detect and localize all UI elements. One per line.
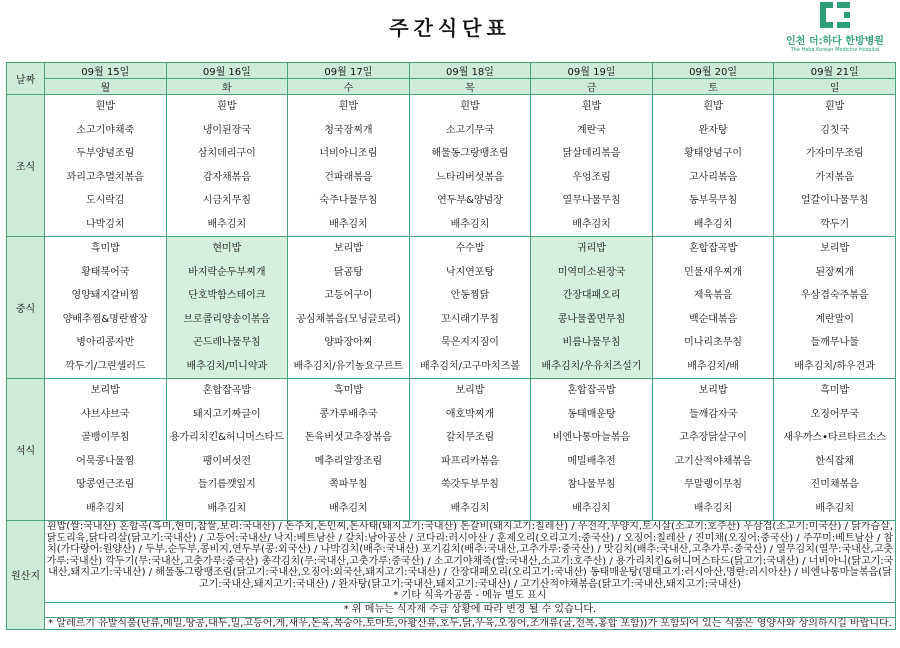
menu-item: 혼합잡곡밥: [202, 385, 251, 396]
meal-cell: [288, 379, 410, 521]
page-title: 주간식단표: [389, 16, 511, 40]
menu-item: 청국장찌개: [324, 124, 373, 136]
menu-item: 미역미소된장국: [557, 266, 626, 278]
menu-item: 보리밥: [90, 385, 120, 396]
menu-item: 보리밥: [455, 385, 485, 396]
menu-item: 수수밥: [455, 243, 485, 254]
menu-item: 고사리볶음: [688, 171, 738, 183]
menu-item: 브로콜리양송이볶음: [183, 313, 271, 325]
menu-item: 깍두기/그린샐러드: [64, 360, 146, 372]
menu-item: 메추리알장조림: [314, 455, 383, 467]
menu-item: 흰밥: [217, 101, 237, 112]
meal-cell: [166, 379, 288, 521]
menu-item: 들깨감자국: [688, 408, 738, 420]
menu-item: 고추장닭살구이: [679, 432, 747, 443]
day-date: 09월 19일: [531, 63, 653, 79]
allergy-row: [7, 617, 896, 629]
menu-item: 열무나물무침: [562, 195, 621, 206]
day-weekday: 목: [409, 79, 531, 95]
origin-text: 흰밥(쌀:국내산) 혼합곡(흑미,현미,찹쌀,보리:국내산) / 돈주치,돈민찌,돈사태(돼지고기:국내산) 돈갈비(돼지고기:칠레산) / 우전각,우양지,토시살(소고기:호주산) 우삼겹(소고기:미국산) / 닭가슴살,닭도리육,닭다리살(닭고기:국내산) / 고등어:국내산/ 낙지:베트남산 / 갈치:남아공산 / 코다리:러시아산 / 훈제오리(오리고기:중국산) / 오징어:칠레산 / 진미채(오징어:중국산) / 주꾸미:베트남산 / 참치(가다랑어:원양산) / 두부,순두부,콩비지,연두부(콩:외국산) / 나박김치(배추:국내산) 포기김치(배추:국내산,고추가루:중국산) / 맛김치(배추:국내산,고추가루:중국산) / 열무김치(열무:국내산,고춧가루:국내산) 깍두기(무:국내산,고춧가루:중국산) 총각김치(무:국내산,고춧가루:중국산) / 소고기야채죽(쌀:국내산,소고기:호주산) / 용가리치킨&허니머스타드(닭고기:국내산) / 너비아니(닭고기:국내산,돼지고기:국내산) / 해물동그랑땡조림(닭고기:국내산,오징어:외국산,돼지고기:국내산) / 간장대패오리(오리고기:국내산) 동태매운탕(명태고기:러시아산,명란:러시아산) / 비엔나통마늘볶음(닭고기:국내산,돼지고기:국내산) / 완자탕(닭고기:국내산,돼지고기:국내산) / 고기산적야채볶음(닭고기:국내산,돼지고기:국내산): [46, 521, 894, 590]
menu-item: 오징어무국: [810, 408, 859, 420]
menu-item: 시금치무침: [202, 195, 251, 206]
menu-item: 비름나물무침: [562, 337, 621, 348]
menu-item: 백순대볶음: [688, 313, 738, 325]
menu-item: 도시락김: [85, 195, 125, 206]
hospital-name-english: The Haba Korean Medicine Hospital: [790, 47, 880, 53]
menu-item: 흑미밥: [90, 243, 120, 254]
menu-item: 골뱅이무침: [81, 432, 130, 443]
meal-cell: [166, 95, 288, 237]
menu-item: 콩나물쫄면무침: [557, 313, 626, 325]
date-row: [7, 63, 896, 79]
meal-cell: [531, 237, 653, 379]
menu-item: 비엔나통마늘볶음: [552, 432, 631, 443]
menu-item: 메밀배추전: [567, 455, 616, 467]
meal-label: 조식: [7, 95, 45, 237]
meal-cell: [774, 237, 896, 379]
menu-item: 애호박찌개: [445, 408, 495, 420]
menu-item: 흰밥: [460, 101, 480, 112]
menu-item: 새우까스•타르타르소스: [783, 432, 886, 443]
menu-item: 감자채볶음: [202, 171, 251, 183]
menu-item: 보리밥: [820, 243, 850, 254]
meal-cell: [409, 237, 531, 379]
origin-row: [7, 521, 896, 603]
menu-item: 배추김치: [207, 218, 247, 230]
menu-item: 배추김치: [450, 502, 490, 514]
menu-item: 가지볶음: [815, 171, 854, 183]
menu-item: 배추김치: [693, 218, 733, 230]
menu-item: 무말랭이무침: [684, 479, 743, 490]
meal-cell: [45, 379, 167, 521]
menu-item: 배추김치/우유치즈설기: [541, 360, 642, 372]
day-weekday: 월: [45, 79, 167, 95]
menu-item: 쑥갓두부무침: [440, 479, 499, 490]
day-date: 09월 16일: [166, 63, 288, 79]
menu-item: 단호박함스테이크: [188, 290, 266, 301]
menu-item: 제육볶음: [693, 290, 733, 301]
menu-item: 콩가루배추국: [319, 408, 378, 420]
meal-cell: [45, 95, 167, 237]
meal-cell: [45, 237, 167, 379]
menu-item: 배추김치/하우견과: [794, 360, 876, 372]
menu-item: 깍두기: [820, 218, 850, 230]
menu-item: 꼬시래기무침: [440, 313, 499, 325]
menu-item: 배추김치: [450, 218, 490, 230]
meal-cell: [166, 237, 288, 379]
menu-item: 흑미밥: [820, 385, 850, 396]
menu-item: 쪽파무침: [329, 479, 368, 490]
day-weekday: 일: [774, 79, 896, 95]
menu-item: 배추김치: [815, 502, 854, 514]
menu-item: 가자미무조림: [805, 148, 864, 159]
menu-item: 혼합잡곡밥: [688, 243, 738, 254]
meal-row: [7, 95, 896, 237]
meal-cell: [652, 237, 774, 379]
menu-item: 땅콩연근조림: [76, 479, 135, 490]
menu-item: 양배추찜&명란쌈장: [62, 313, 148, 325]
menu-item: 된장찌개: [815, 266, 854, 278]
menu-item: 흰밥: [581, 101, 602, 112]
menu-item: 양파장아찌: [324, 337, 373, 348]
menu-item: 안동찜닭: [450, 290, 490, 301]
menu-item: 느타리버섯볶음: [436, 171, 504, 183]
meal-cell: [288, 95, 410, 237]
day-date: 09월 17일: [288, 63, 410, 79]
menu-item: 간장대패오리: [562, 290, 621, 301]
meal-cell: [774, 95, 896, 237]
origin-note: * 기타 식육가공품 - 메뉴 별도 표시: [393, 590, 547, 601]
menu-item: 들깨무나물: [810, 337, 859, 348]
menu-item: 보리밥: [333, 243, 363, 254]
date-label: 날짜: [7, 63, 45, 95]
menu-item: 소고기무국: [445, 124, 495, 136]
weekday-row: [7, 79, 896, 95]
day-weekday: 토: [652, 79, 774, 95]
menu-item: 흰밥: [338, 101, 359, 112]
menu-item: 냉이된장국: [202, 124, 251, 136]
menu-item: 한식잡채: [815, 455, 854, 467]
meal-row: [7, 237, 896, 379]
day-weekday: 금: [531, 79, 653, 95]
menu-item: 들기름깻잎지: [197, 479, 256, 490]
menu-item: 돈육버섯고추장볶음: [304, 432, 392, 443]
menu-item: 너비아니조림: [319, 148, 378, 159]
origin-text-cell: [45, 521, 896, 603]
menu-item: 삼치데리구이: [197, 148, 256, 159]
day-date: 09월 15일: [45, 63, 167, 79]
menu-item: 계란국: [577, 124, 607, 136]
menu-item: 나박김치: [85, 218, 125, 230]
menu-item: 돼지고기짜글이: [193, 408, 261, 420]
menu-item: 연두부&양념장: [437, 195, 503, 206]
menu-item: 배추김치/고구마치즈볼: [419, 360, 520, 372]
meal-cell: [409, 95, 531, 237]
menu-item: 병아리콩자반: [76, 337, 135, 348]
menu-item: 곤드레나물무침: [193, 337, 261, 348]
menu-item: 미나리초무침: [684, 337, 743, 348]
menu-item: 흑미밥: [333, 385, 363, 396]
menu-item: 팽이버섯전: [202, 455, 251, 467]
meal-label: 석식: [7, 379, 45, 521]
menu-item: 숙주나물무침: [319, 195, 378, 206]
meal-cell: [652, 379, 774, 521]
day-weekday: 수: [288, 79, 410, 95]
hospital-logo-mark-icon: [820, 2, 850, 28]
menu-item: 닭곰탕: [333, 266, 363, 278]
menu-item: 우엉조림: [572, 171, 611, 183]
menu-item: 소고기야채죽: [76, 124, 135, 136]
menu-item: 동태매운탕: [567, 408, 616, 420]
menu-item: 우삼겹숙주볶음: [800, 290, 869, 301]
menu-item: 공심채볶음(모닝글로리): [296, 313, 401, 325]
menu-item: 두부양념조림: [76, 148, 135, 159]
meal-cell: [531, 95, 653, 237]
menu-item: 배추김치: [572, 502, 611, 514]
menu-item: 황태북어국: [81, 266, 130, 278]
day-date: 09월 20일: [652, 63, 774, 79]
meal-cell: [288, 237, 410, 379]
menu-item: 배추김치: [693, 502, 733, 514]
menu-item: 진미채볶음: [810, 479, 859, 490]
menu-item: 꽈리고추멸치볶음: [66, 171, 144, 183]
menu-item: 갈치무조림: [445, 432, 495, 443]
menu-item: 바지락순두부찌개: [188, 266, 266, 278]
menu-item: 완자탕: [698, 124, 728, 136]
day-date: 09월 18일: [409, 63, 531, 79]
menu-item: 흰밥: [95, 101, 115, 112]
weekly-menu-table: [6, 62, 896, 630]
menu-item: 황태양념구이: [684, 148, 743, 159]
menu-item: 김칫국: [820, 124, 850, 136]
menu-item: 배추김치/유기농요구르트: [293, 360, 404, 372]
meal-label: 중식: [7, 237, 45, 379]
menu-item: 낙지연포탕: [445, 266, 495, 278]
day-weekday: 화: [166, 79, 288, 95]
menu-item: 계란말이: [815, 313, 854, 325]
menu-item: 배추김치/배: [687, 360, 739, 372]
menu-item: 영양돼지갈비찜: [71, 290, 140, 301]
menu-item: 현미밥: [212, 243, 242, 254]
menu-item: 용가리치킨&허니머스타드: [169, 432, 284, 443]
menu-item: 귀리밥: [577, 243, 607, 254]
allergy-notice: * 알레르기 유발식품(난류,메밀,땅콩,대두,밀,고등어,게,새우,돈육,복숭아,토마토,아황산류,호두,닭,우육,오징어,조개류(굴,전복,홍합 포함))가 포함되어 있는 식품은 영양사와 상의하시길 바랍니다.: [45, 617, 896, 629]
meal-cell: [652, 95, 774, 237]
menu-item: 배추김치: [329, 218, 368, 230]
menu-item: 배추김치/미니약과: [186, 360, 268, 372]
menu-item: 샤브샤브국: [81, 408, 130, 420]
menu-item: 닭살데리볶음: [562, 148, 621, 159]
menu-item: 얼갈이나물무침: [800, 195, 869, 206]
meal-row: [7, 379, 896, 521]
menu-item: 파프리카볶음: [440, 455, 499, 467]
menu-item: 보리밥: [698, 385, 728, 396]
menu-item: 흰밥: [825, 101, 845, 112]
menu-item: 해물동그랑땡조림: [431, 148, 509, 159]
hospital-logo: [780, 2, 890, 60]
menu-item: 고기산적야채볶음: [674, 455, 752, 467]
meal-cell: [774, 379, 896, 521]
menu-item: 배추김치: [572, 218, 611, 230]
menu-item: 민물새우찌개: [684, 266, 743, 278]
menu-item: 건파래볶음: [324, 171, 373, 183]
menu-item: 배추김치: [207, 502, 247, 514]
origin-label: 원산지: [7, 521, 45, 630]
menu-item: 흰밥: [703, 101, 723, 112]
notice-row: [7, 602, 896, 617]
day-date: 09월 21일: [774, 63, 896, 79]
hospital-name: 인천 더:하다 한방병원: [786, 36, 884, 47]
menu-item: 참나물무침: [567, 479, 616, 490]
meal-cell: [409, 379, 531, 521]
menu-item: 묵은지지짐이: [440, 337, 499, 348]
menu-item: 고등어구이: [324, 290, 373, 301]
menu-item: 혼합잡곡밥: [567, 385, 616, 396]
menu-item: 배추김치: [329, 502, 368, 514]
menu-item: 동부묵무침: [688, 195, 738, 206]
menu-item: 어묵콩나물찜: [76, 455, 135, 467]
menu-change-notice: * 위 메뉴는 식자재 수급 상황에 따라 변경 될 수 있습니다.: [45, 602, 896, 617]
menu-item: 배추김치: [85, 502, 125, 514]
meal-cell: [531, 379, 653, 521]
